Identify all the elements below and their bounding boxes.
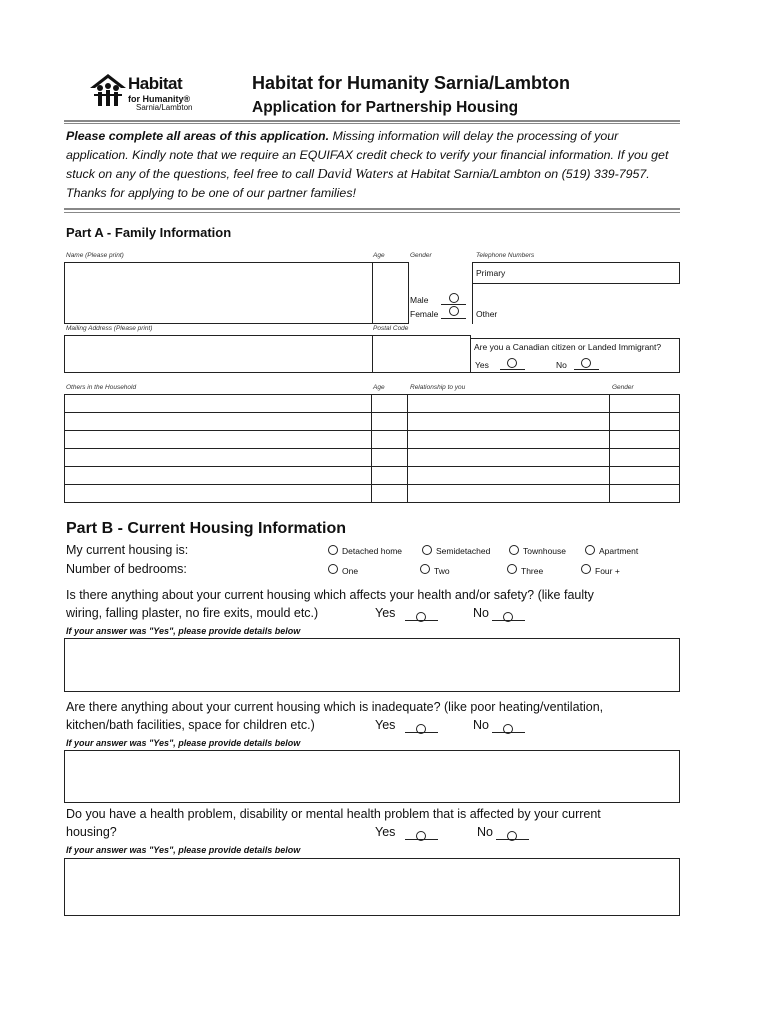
detached-radio[interactable] [328,545,338,555]
household-age-label: Age [373,384,385,391]
q3-line-1: Do you have a health problem, disability or mental health problem that is affected by your current [66,807,601,821]
age-field[interactable] [372,262,409,324]
bedrooms-three-radio[interactable] [507,564,517,574]
q1-no-radio[interactable] [503,612,513,622]
intro-divider [64,208,680,210]
household-label: Others in the Household [66,384,137,391]
bedrooms-one-label: One [342,566,359,576]
q3-no-label: No [477,825,493,839]
household-age-cell[interactable] [372,431,408,449]
contact-name: David Waters [317,167,394,182]
household-age-cell[interactable] [372,395,408,413]
intro-text-2: at Habitat Sarnia/Lambton on (519) 339-7957. Thanks for applying to be one of our partner families! [66,167,650,200]
household-relationship-cell[interactable] [408,485,610,503]
bedrooms-two-radio[interactable] [420,564,430,574]
intro-paragraph [66,127,682,203]
household-age-cell[interactable] [372,413,408,431]
household-gender-cell[interactable] [610,485,680,503]
intro-bold: Please complete all areas of this application. [66,129,330,143]
logo-word-habitat: Habitat [128,74,183,93]
female-label: Female [410,309,439,319]
logo-word-humanity: for Humanity® [128,94,191,104]
male-label: Male [410,295,429,305]
postal-code-field[interactable] [372,335,471,373]
table-row [65,395,680,413]
table-row [65,413,680,431]
page-title: Habitat for Humanity Sarnia/Lambton [252,73,571,93]
household-gender-cell[interactable] [610,395,680,413]
q2-yes-radio[interactable] [416,724,426,734]
table-row [65,449,680,467]
male-underline [441,304,466,305]
other-phone-label: Other [476,309,498,319]
townhouse-radio[interactable] [509,545,519,555]
household-name-cell[interactable] [65,431,372,449]
q3-yes-label: Yes [375,825,396,839]
citizen-no-radio[interactable] [581,358,591,368]
q2-no-label: No [473,718,489,732]
postal-code-label: Postal Code [373,325,409,332]
phone-divider [472,284,473,324]
household-table [64,394,680,503]
table-row [65,431,680,449]
q2-details-note: If your answer was "Yes", please provide details below [66,738,301,748]
household-gender-label: Gender [612,384,634,391]
part-b-heading: Part B - Current Housing Information [66,520,346,537]
citizen-question: Are you a Canadian citizen or Landed Immigrant? [474,342,662,352]
household-name-cell[interactable] [65,449,372,467]
name-label: Name (Please print) [66,252,124,259]
header-divider-thin [64,123,680,124]
bedrooms-three-label: Three [521,566,544,576]
habitat-logo-icon [88,70,128,116]
table-row [65,467,680,485]
townhouse-label: Townhouse [523,546,567,556]
q2-yes-label: Yes [375,718,396,732]
q1-details-field[interactable] [64,638,680,692]
household-gender-cell[interactable] [610,431,680,449]
table-row [65,485,680,503]
female-radio[interactable] [449,306,459,316]
household-relationship-cell[interactable] [408,413,610,431]
q1-yes-radio[interactable] [416,612,426,622]
mailing-address-field[interactable] [64,335,373,373]
gender-label: Gender [410,252,432,259]
household-relationship-cell[interactable] [408,449,610,467]
semidetached-label: Semidetached [436,546,491,556]
q2-no-radio[interactable] [503,724,513,734]
q3-details-note: If your answer was "Yes", please provide details below [66,845,301,855]
apartment-radio[interactable] [585,545,595,555]
primary-phone-label: Primary [476,268,506,278]
q3-details-field[interactable] [64,858,680,916]
female-underline [441,318,466,319]
bedrooms-two-label: Two [434,566,450,576]
age-label: Age [373,252,385,259]
header-divider [64,120,680,122]
q1-details-note: If your answer was "Yes", please provide details below [66,626,301,636]
q1-yes-label: Yes [375,606,396,620]
citizen-yes-underline [500,369,525,370]
logo-word-region: Sarnia/Lambton [136,103,193,112]
bedrooms-label: Number of bedrooms: [66,562,187,576]
household-gender-cell[interactable] [610,449,680,467]
citizen-yes-label: Yes [475,360,489,370]
citizen-no-underline [574,369,599,370]
household-name-cell[interactable] [65,395,372,413]
part-a-heading: Part A - Family Information [66,225,232,240]
household-name-cell[interactable] [65,413,372,431]
name-field[interactable] [64,262,373,324]
household-relationship-label: Relationship to you [410,384,466,391]
citizen-no-label: No [556,360,567,370]
household-relationship-cell[interactable] [408,395,610,413]
bedrooms-one-radio[interactable] [328,564,338,574]
q3-yes-radio[interactable] [416,831,426,841]
apartment-label: Apartment [599,546,639,556]
detached-label: Detached home [342,546,403,556]
household-relationship-cell[interactable] [408,431,610,449]
intro-divider-thin [64,212,680,213]
household-name-cell[interactable] [65,485,372,503]
q1-line-2: wiring, falling plaster, no fire exits, mould etc.) [66,606,319,620]
page-subtitle: Application for Partnership Housing [252,99,519,116]
bedrooms-four-label: Four + [595,566,620,576]
semidetached-radio[interactable] [422,545,432,555]
q2-line-2: kitchen/bath facilities, space for children etc.) [66,718,315,732]
household-age-cell[interactable] [372,467,408,485]
q3-line-2: housing? [66,825,117,839]
q3-no-radio[interactable] [507,831,517,841]
q1-line-1: Is there anything about your current housing which affects your health and/or safety? (like faulty [66,588,594,602]
bedrooms-four-radio[interactable] [581,564,591,574]
household-relationship-cell[interactable] [408,467,610,485]
household-age-cell[interactable] [372,485,408,503]
citizen-yes-radio[interactable] [507,358,517,368]
mailing-address-label: Mailing Address (Please print) [66,325,153,332]
housing-type-label: My current housing is: [66,543,189,557]
intro-text-1: Missing information will delay the processing of your application. Kindly note that we require an EQUIFAX credit check to verify your financial information. If you get stuck on any of the questions, feel free to call [66,129,669,181]
telephone-label: Telephone Numbers [476,252,535,259]
household-gender-cell[interactable] [610,467,680,485]
household-age-cell[interactable] [372,449,408,467]
q2-line-1: Are there anything about your current housing which is inadequate? (like poor heating/ventilation, [66,700,604,714]
household-name-cell[interactable] [65,467,372,485]
q1-no-label: No [473,606,489,620]
q2-details-field[interactable] [64,750,680,803]
male-radio[interactable] [449,293,459,303]
household-gender-cell[interactable] [610,413,680,431]
